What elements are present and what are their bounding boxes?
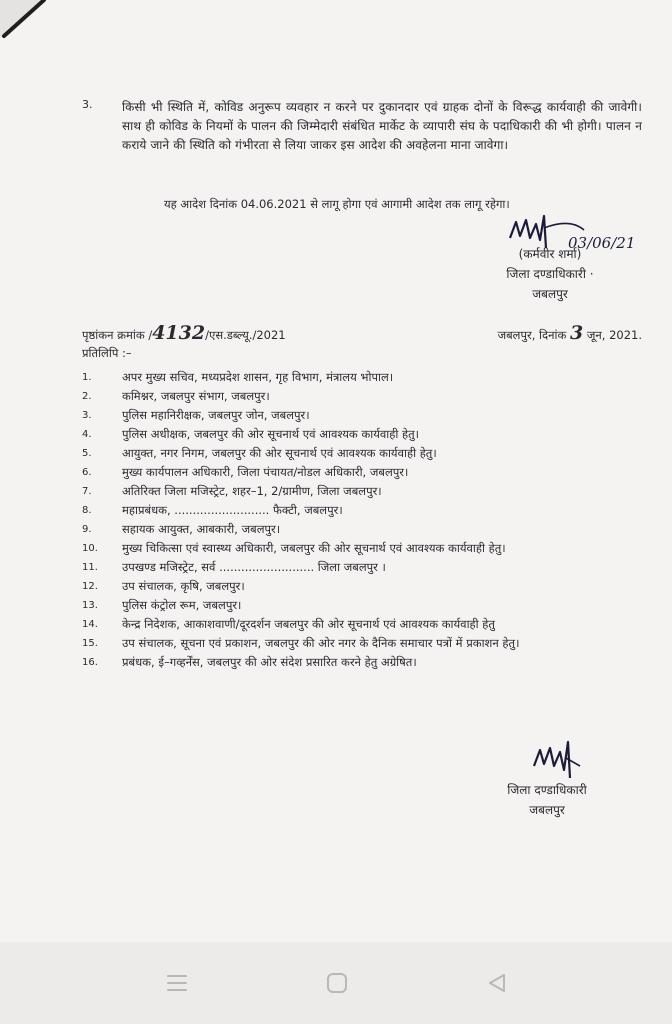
reference-date-day: 3 [569, 322, 584, 344]
reference-number [82, 322, 286, 344]
signatory-place: जबलपुर [529, 803, 565, 817]
copy-list-text: उप संचालक, कृषि, जबलपुर। [122, 579, 245, 593]
copy-list-number: 3. [82, 410, 92, 421]
signature-block-2 [482, 780, 612, 820]
reference-date [498, 322, 642, 344]
copy-list-item [82, 577, 642, 596]
signatory-name: (कर्मवीर शर्मा) [518, 247, 582, 261]
copy-list-item [82, 520, 642, 539]
copy-list-number: 15. [82, 638, 98, 649]
copy-list-number: 10. [82, 543, 98, 554]
copy-list-item [82, 444, 642, 463]
copy-list-number: 11. [82, 562, 98, 573]
menu-lines-icon [166, 973, 188, 993]
android-navigation-bar [0, 942, 672, 1024]
page-corner-fold [0, 0, 50, 46]
copy-list-item [82, 387, 642, 406]
copy-list-text: पुलिस महानिरीक्षक, जबलपुर जोन, जबलपुर। [122, 408, 310, 422]
menu-button[interactable] [162, 968, 192, 998]
copy-list-item [82, 539, 642, 558]
home-button[interactable] [322, 968, 352, 998]
paragraph-number: 3. [82, 98, 93, 111]
reference-date-prefix: जबलपुर, दिनांक [497, 328, 567, 342]
copy-list-number: 13. [82, 600, 98, 611]
copy-list-number: 2. [82, 391, 92, 402]
reference-suffix: /एस.डब्ल्यू./2021 [205, 328, 286, 342]
copy-list-text: प्रबंधक, ई–गव्हर्नेंस, जबलपुर की ओर संदेश प्रसारित करने हेतु अग्रेषित। [122, 655, 417, 669]
back-button[interactable] [482, 968, 512, 998]
effective-date-line: यह आदेश दिनांक 04.06.2021 से लागू होगा एवं आगामी आदेश तक लागू रहेगा। [164, 197, 510, 211]
copy-list [82, 368, 642, 672]
copy-list-number: 1. [82, 372, 92, 383]
copy-list-text: उप संचालक, सूचना एवं प्रकाशन, जबलपुर की ओर नगर के दैनिक समाचार पत्रों में प्रकाशन हेतु। [122, 636, 520, 650]
copy-list-text: मुख्य कार्यपालन अधिकारी, जिला पंचायत/नोडल अधिकारी, जबलपुर। [122, 465, 409, 479]
copy-list-text: अपर मुख्य सचिव, मध्यप्रदेश शासन, गृह विभाग, मंत्रालय भोपाल। [122, 370, 394, 384]
copy-heading: प्रतिलिपि :– [82, 346, 132, 360]
home-square-icon [326, 972, 348, 994]
copy-list-item [82, 596, 642, 615]
copy-list-text: पुलिस कंट्रोल रूम, जबलपुर। [122, 598, 242, 612]
signatory-designation: जिला दण्डाधिकारी [507, 783, 587, 797]
copy-list-text: आयुक्त, नगर निगम, जबलपुर की ओर सूचनार्थ एवं आवश्यक कार्यवाही हेतु। [122, 446, 437, 460]
copy-list-number: 9. [82, 524, 92, 535]
copy-list-item [82, 615, 642, 634]
paragraph-text: किसी भी स्थिति में, कोविड अनुरूप व्यवहार न करने पर दुकानदार एवं ग्राहक दोनों के विरूद्ध कार्यवाही की जावेगी। साथ ही कोविड के नियमों के पालन की जिम्मेदारी संबंधित मार्केट के व्यापारी संघ के पदाधिकारी की भी होगी। पालन न कराये जाने की स्थिति को गंभीरता से लिया जाकर इस आदेश की अवहेलना माना जावेगा। [122, 100, 642, 152]
copy-list-text: केन्द्र निदेशक, आकाशवाणी/दूरदर्शन जबलपुर की ओर सूचनार्थ एवं आवश्यक कार्यवाही हेतु [122, 617, 495, 631]
copy-list-number: 12. [82, 581, 98, 592]
signatory-place: जबलपुर [532, 287, 568, 301]
copy-list-item [82, 463, 642, 482]
copy-list-number: 8. [82, 505, 92, 516]
copy-list-number: 6. [82, 467, 92, 478]
copy-list-number: 4. [82, 429, 92, 440]
signatory-designation: जिला दण्डाधिकारी · [506, 267, 594, 281]
signature-handwritten-date: 03/06/21 [568, 234, 636, 252]
reference-handwritten-number: 4132 [152, 322, 206, 344]
copy-list-text: उपखण्ड मजिस्ट्रेट, सर्व .......................... जिला जबलपुर । [122, 560, 386, 574]
copy-list-text: मुख्य चिकित्सा एवं स्वास्थ्य अधिकारी, जबलपुर की ओर सूचनार्थ एवं आवश्यक कार्यवाही हेतु। [122, 541, 506, 555]
back-triangle-icon [486, 972, 508, 994]
copy-list-item [82, 501, 642, 520]
copy-list-item [82, 558, 642, 577]
signature-block-1 [470, 244, 630, 304]
copy-list-item [82, 634, 642, 653]
signature-image-2 [526, 736, 586, 782]
copy-list-text: अतिरिक्त जिला मजिस्ट्रेट, शहर–1, 2/ग्रामीण, जिला जबलपुर। [122, 484, 382, 498]
copy-list-number: 7. [82, 486, 92, 497]
copy-list-item [82, 482, 642, 501]
copy-list-text: कमिश्नर, जबलपुर संभाग, जबलपुर। [122, 389, 270, 403]
reference-date-suffix: जून, 2021. [586, 328, 642, 342]
copy-list-item [82, 406, 642, 425]
copy-list-text: पुलिस अधीक्षक, जबलपुर की ओर सूचनार्थ एवं आवश्यक कार्यवाही हेतु। [122, 427, 419, 441]
copy-list-item [82, 368, 642, 387]
copy-list-text: महाप्रबंधक, .......................... फैक्टी, जबलपुर। [122, 503, 343, 517]
copy-list-number: 16. [82, 657, 98, 668]
copy-list-number: 14. [82, 619, 98, 630]
copy-list-text: सहायक आयुक्त, आबकारी, जबलपुर। [122, 522, 281, 536]
copy-list-item [82, 425, 642, 444]
copy-list-item [82, 653, 642, 672]
copy-list-number: 5. [82, 448, 92, 459]
reference-prefix: पृष्ठांकन क्रमांक / [82, 328, 153, 342]
